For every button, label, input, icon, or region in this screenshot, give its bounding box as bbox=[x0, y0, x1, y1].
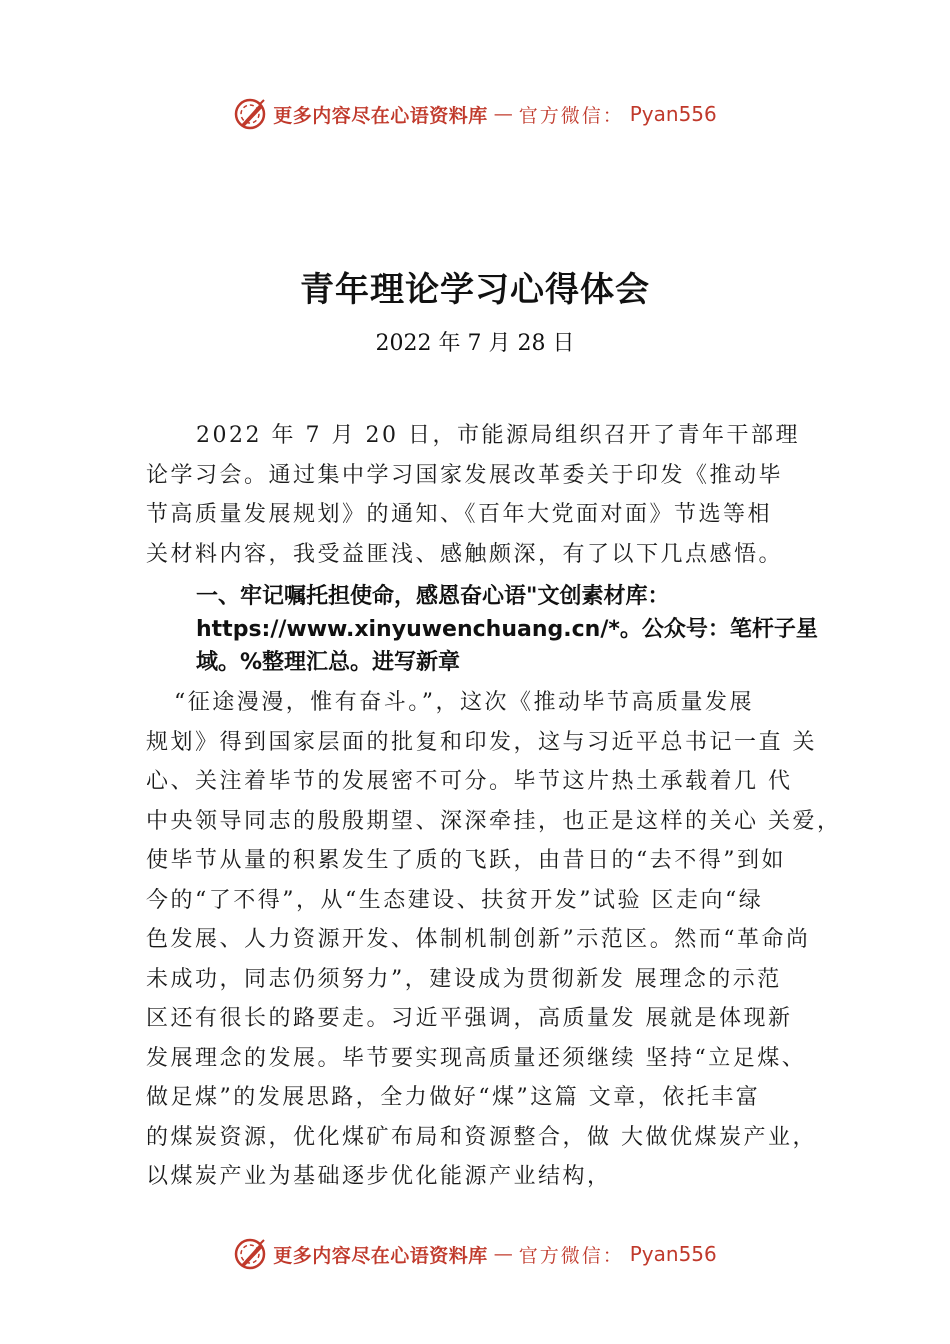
intro-paragraph bbox=[146, 416, 836, 574]
body-line: 未成功，同志仍须努力”，建设成为贯彻新发 展理念的示范 bbox=[146, 966, 782, 992]
heading-line: https://www.xinyuwenchuang.cn/*。公众号：笔杆子星 bbox=[196, 617, 818, 642]
watermark-dash: — bbox=[493, 1243, 513, 1265]
body-line: 心、关注着毕节的发展密不可分。毕节这片热土承载着几 代 bbox=[146, 769, 793, 794]
document-body bbox=[146, 416, 842, 1197]
body-line: 中央领导同志的殷殷期望、深深牵挂，也正是这样的关心 关爱， bbox=[146, 808, 842, 834]
body-line: 发展理念的发展。毕节要实现高质量还须继续 坚持“立足煤、 bbox=[146, 1045, 807, 1071]
intro-line: 关材料内容，我受益匪浅、感触颇深，有了以下几点感悟。 bbox=[146, 541, 784, 567]
watermark-wechat-id: Pyan556 bbox=[629, 1242, 717, 1266]
body-line: 做足煤”的发展思路，全力做好“煤”这篇 文章，依托丰富 bbox=[146, 1085, 761, 1110]
intro-line: 2022 年 7 月 20 日，市能源局组织召开了青年干部理 bbox=[196, 423, 800, 448]
body-line: 以煤炭产业为基础逐步优化能源产业结构， bbox=[146, 1164, 612, 1189]
body-paragraph bbox=[146, 683, 842, 1197]
watermark-wechat-id: Pyan556 bbox=[629, 102, 717, 126]
header-watermark bbox=[0, 94, 950, 134]
footer-watermark bbox=[0, 1234, 950, 1274]
quill-logo-icon bbox=[233, 97, 267, 131]
watermark-dash: — bbox=[493, 103, 513, 125]
watermark-text: 更多内容尽在心语资料库 bbox=[273, 1244, 488, 1267]
body-line: 色发展、人力资源开发、体制机制创新”示范区。然而“革命尚 bbox=[146, 927, 811, 952]
body-line: 区还有很长的路要走。习近平强调，高质量发 展就是体现新 bbox=[146, 1006, 793, 1031]
watermark-label: 官方微信： bbox=[518, 1244, 624, 1267]
body-line: 今的“了不得”，从“生态建设、扶贫开发”试验 区走向“绿 bbox=[146, 887, 764, 913]
body-line: 规划》得到国家层面的批复和印发，这与习近平总书记一直 关 bbox=[146, 729, 817, 755]
heading-line: 一、牢记嘱托担使命，感恩奋心语"文创素材库： bbox=[196, 584, 670, 609]
watermark-text: 更多内容尽在心语资料库 bbox=[273, 104, 488, 127]
body-line: 使毕节从量的积累发生了质的飞跃，由昔日的“去不得”到如 bbox=[146, 848, 786, 873]
watermark-label: 官方微信： bbox=[518, 104, 624, 127]
document-date: 2022 年 7 月 28 日 bbox=[375, 331, 575, 356]
section-heading bbox=[146, 580, 836, 679]
intro-line: 论学习会。通过集中学习国家发展改革委关于印发《推动毕 bbox=[146, 462, 784, 488]
quill-logo-icon bbox=[233, 1237, 267, 1271]
body-line: “征途漫漫，惟有奋斗。”，这次《推动毕节高质量发展 bbox=[174, 690, 754, 715]
heading-line: 域。%整理汇总。进写新章 bbox=[196, 650, 461, 675]
document-title: 青年理论学习心得体会 bbox=[300, 270, 650, 310]
body-line: 的煤炭资源，优化煤矿布局和资源整合，做 大做优煤炭产业， bbox=[146, 1124, 817, 1150]
intro-line: 节高质量发展规划》的通知、《百年大党面对面》节选等相 bbox=[146, 502, 773, 527]
